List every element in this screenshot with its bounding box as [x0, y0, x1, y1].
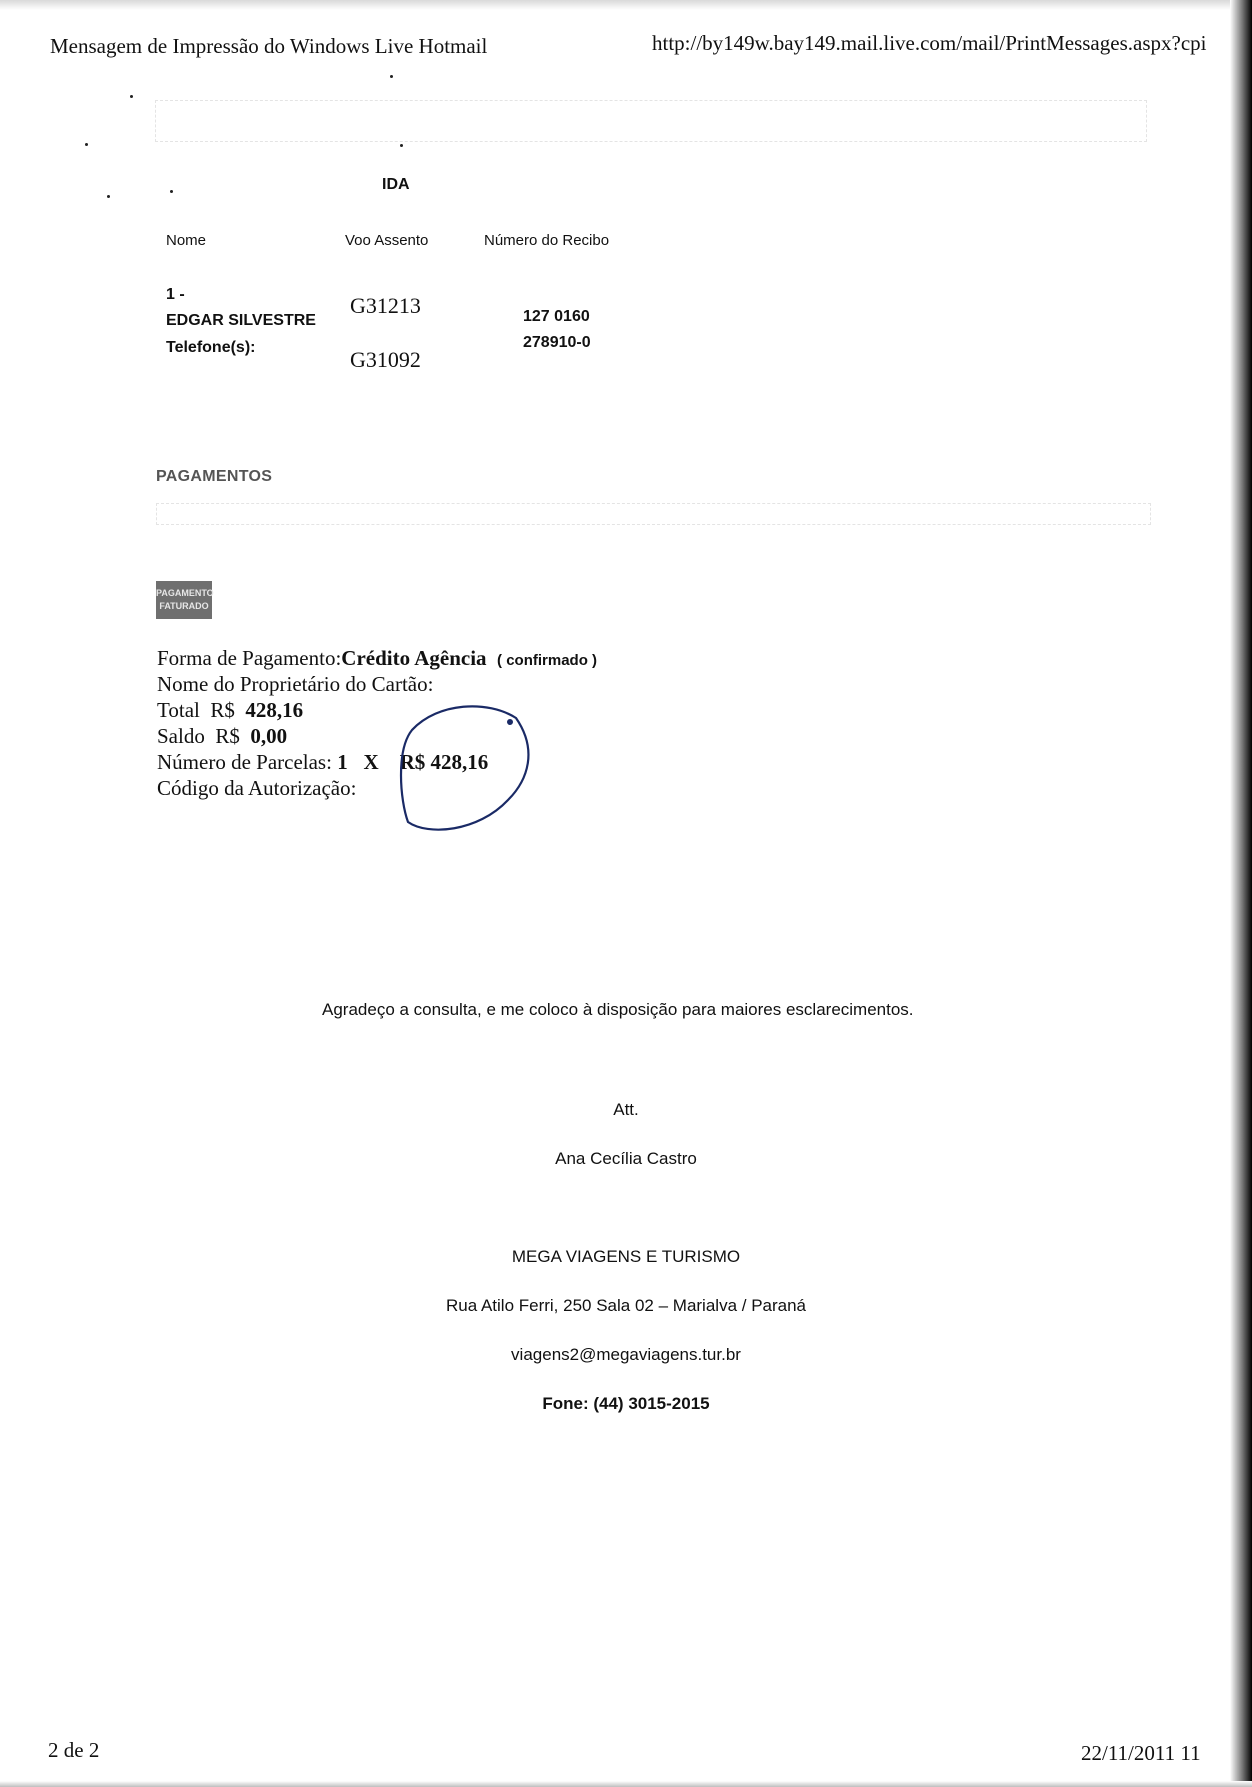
- balance-currency: R$: [215, 724, 240, 748]
- faint-frame-payments: [156, 503, 1151, 525]
- installments-count: 1: [337, 750, 348, 774]
- card-owner-label: Nome do Proprietário do Cartão:: [157, 672, 434, 696]
- scan-speck: [107, 195, 110, 198]
- company-address: Rua Atilo Ferri, 250 Sala 02 – Marialva / Paraná: [445, 1296, 807, 1315]
- print-datetime: 22/11/2011 11: [1081, 1741, 1201, 1765]
- receipt-number: 127 0160: [523, 308, 590, 325]
- passenger-phone-label: Telefone(s):: [166, 339, 256, 356]
- total-label: Total: [157, 698, 200, 722]
- total-value: 428,16: [245, 698, 304, 722]
- balance-label: Saldo: [157, 724, 205, 748]
- scan-speck: [130, 95, 133, 98]
- column-header-flight-seat: Voo Assento: [345, 232, 429, 249]
- payment-invoiced-stamp: [156, 581, 212, 619]
- balance-value: 0,00: [250, 724, 288, 748]
- scan-speck: [170, 190, 173, 193]
- signer-name: Ana Cecília Castro: [555, 1149, 697, 1168]
- flight-number: G31213: [350, 293, 421, 318]
- authorization-code-label: Código da Autorização:: [157, 776, 357, 800]
- company-phone: Fone: (44) 3015-2015: [542, 1394, 710, 1413]
- payment-method-value: Crédito Agência: [341, 646, 487, 670]
- receipt-number: 278910-0: [523, 334, 591, 351]
- scan-edge-right: [1230, 0, 1252, 1787]
- installments-label: Número de Parcelas:: [157, 750, 332, 774]
- passenger-number: 1 -: [166, 286, 185, 303]
- stamp-line: FATURADO: [159, 601, 209, 611]
- scan-speck: [400, 144, 403, 147]
- flight-number: G31092: [350, 347, 421, 372]
- company-name: MEGA VIAGENS E TURISMO: [511, 1247, 741, 1266]
- balance-row: [157, 724, 287, 749]
- total-currency: R$: [210, 698, 235, 722]
- column-header-receipt: Número do Recibo: [484, 232, 610, 249]
- itinerary-direction: IDA: [382, 176, 410, 193]
- payments-section-title: PAGAMENTOS: [156, 468, 273, 485]
- installments-times: X: [363, 750, 379, 774]
- thanks-message: Agradeço a consulta, e me coloco à disposição para maiores esclarecimentos.: [322, 1000, 914, 1019]
- company-email: viagens2@megaviagens.tur.br: [511, 1345, 741, 1364]
- column-header-name: Nome: [166, 232, 207, 249]
- scan-speck: [390, 75, 393, 78]
- scan-edge-top: [0, 0, 1252, 10]
- payment-status: ( confirmado ): [497, 652, 598, 669]
- faint-frame-top: [155, 100, 1147, 142]
- scan-edge-bottom: [0, 1781, 1252, 1787]
- passenger-name: EDGAR SILVESTRE: [166, 312, 316, 329]
- page-number: 2 de 2: [48, 1738, 100, 1762]
- total-row: [157, 698, 303, 723]
- print-header-url: http://by149w.bay149.mail.live.com/mail/PrintMessages.aspx?cpi: [652, 31, 1207, 55]
- stamp-line: PAGAMENTO: [156, 588, 214, 598]
- print-header-title: Mensagem de Impressão do Windows Live Hotmail: [50, 34, 488, 58]
- scan-speck: [85, 143, 88, 146]
- installments-amount: R$ 428,16: [399, 750, 489, 774]
- payment-method-label: Forma de Pagamento:: [157, 646, 342, 670]
- regards: Att.: [613, 1100, 639, 1119]
- payment-method-row: [157, 646, 597, 671]
- hand-drawn-circle-annotation: [398, 700, 538, 840]
